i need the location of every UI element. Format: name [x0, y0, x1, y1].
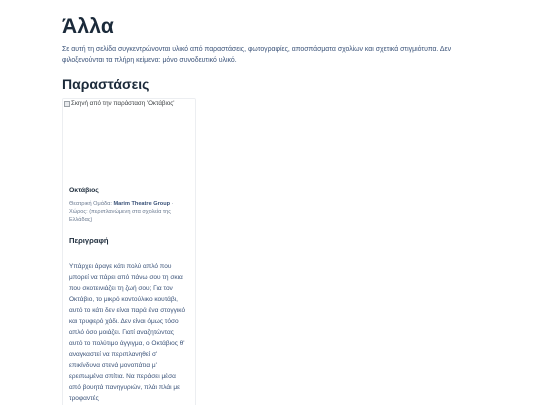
section-title-performances: Παραστάσεις [62, 76, 150, 92]
page-intro: Σε αυτή τη σελίδα συγκεντρώνονται υλικό από παραστάσεις, φωτογραφίες, αποσπάσματα σχολίων και σχετικά στιγμιότυπα. Δεν φιλοξενούνται τα πλήρη κείμενα: μόνο συνοδευτικό υλικό. [62, 46, 452, 64]
description-title: Περιγραφή [69, 236, 109, 245]
group-label: Θεατρική Ομάδα: [69, 201, 112, 207]
meta-separator: · [171, 201, 174, 207]
performance-card-body [63, 181, 195, 404]
performance-meta [69, 200, 189, 224]
group-name-link[interactable]: Marim Theatre Group [113, 201, 171, 207]
performance-image-alt: Σκηνή από την παράσταση 'Οκτάβιος' [71, 100, 175, 107]
performance-title: Οκτάβιος [69, 187, 99, 194]
performance-card [62, 98, 196, 405]
venue-text: Χώρος: (περιπλανώμενη στα σχολεία της Ελλάδας) [69, 209, 171, 223]
broken-image-icon [64, 101, 70, 107]
description-text: Υπάρχει άραγε κάτι πολύ απλό που μπορεί να πάρει από πάνω σου τη σκια που σκοτεινιάζει τη ζωή σου; Για τον Οκτάβιο, το μικρό κοντούλικο κουτάβι, αυτό το κάτι δεν είναι παρά ένα στογγικό και τρυφερό χάδι. Δεν είναι όμως τόσο απλό όσο μοιάζει. Γιατί αναζητώντας αυτό το πολύτιμο άγγιγμα, ο Οκτάβιος θ' αναγκαστεί να περιπλανηθεί σ' επικίνδυνα στενά μονοπάτια μ' ερειπωμένα σπίτια. Να περάσει μέσα από βουητά πανηγυριών, πλάι πλάι με τροφαντές [69, 263, 186, 402]
performance-image [63, 99, 195, 181]
page-title: Άλλα [62, 15, 114, 38]
